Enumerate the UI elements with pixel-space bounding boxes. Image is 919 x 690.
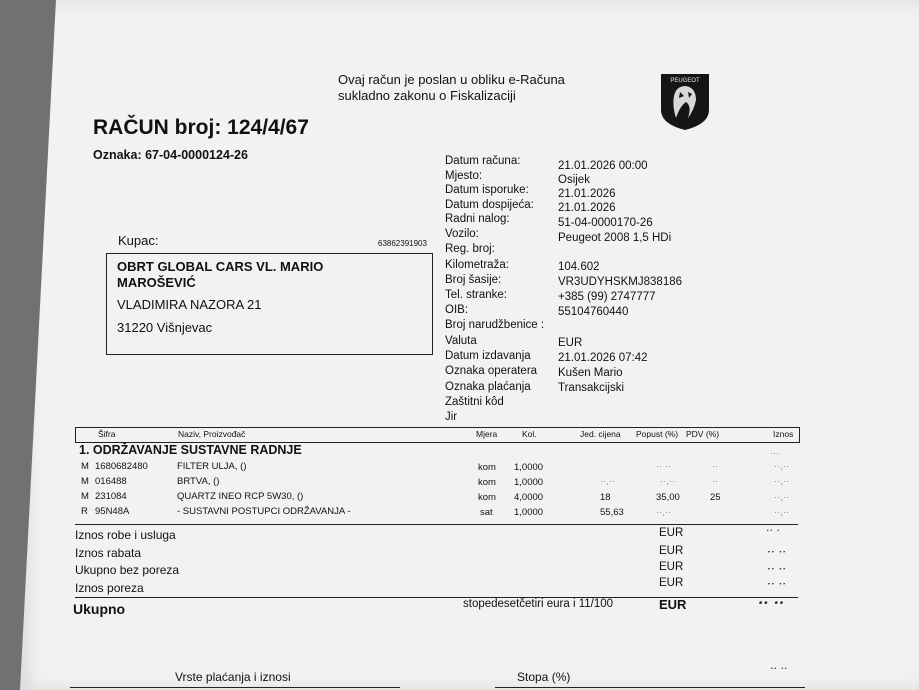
total-label: Ukupno — [73, 601, 126, 617]
total-in-words: stopedesetčetiri eura i 11/100 — [463, 598, 614, 610]
handwritten-amount: ·· ·· — [770, 662, 788, 675]
meta-value: Osijek — [558, 174, 590, 186]
meta-value: 21.01.2026 — [558, 202, 616, 214]
row-unit: kom — [478, 477, 496, 488]
row-qty: 1,0000 — [514, 507, 544, 518]
notice-line-2: sukladno zakonu o Fiskalizaciji — [338, 88, 516, 104]
meta-label: Vozilo: — [445, 228, 479, 240]
buyer-oib: 63862391903 — [378, 239, 427, 248]
row-qty: 4,0000 — [514, 492, 544, 503]
meta-value: 55104760440 — [558, 306, 629, 318]
meta-label: Datum računa: — [445, 155, 521, 167]
buyer-street: VLADIMIRA NAZORA 21 — [117, 297, 262, 312]
row-code: 95N48A — [95, 506, 130, 517]
meta-value: VR3UDYHSKMJ838186 — [558, 276, 683, 288]
meta-value: 21.01.2026 — [558, 188, 616, 200]
row-pdv: 25 — [710, 492, 721, 503]
meta-value: 21.01.2026 00:00 — [558, 160, 648, 172]
col-header-pdv: PDV (%) — [686, 429, 720, 439]
total-currency: EUR — [659, 597, 687, 612]
summary-currency: EUR — [659, 527, 684, 539]
row-type: M — [81, 461, 89, 472]
meta-label: Oznaka plaćanja — [445, 381, 531, 393]
row-unit: kom — [478, 492, 496, 503]
meta-label: Valuta — [445, 335, 477, 347]
meta-value: +385 (99) 2747777 — [558, 291, 656, 303]
logo-text: PEUGEOT — [670, 78, 700, 84]
handwritten-total: ·· ·· — [758, 594, 785, 612]
meta-value: Kušen Mario — [558, 367, 623, 379]
row-type: M — [81, 491, 89, 502]
summary-label: Iznos robe i usluga — [75, 528, 176, 542]
meta-label: OIB: — [445, 304, 469, 316]
row-code: 016488 — [95, 476, 127, 487]
obscured-value: ··,·· — [660, 476, 676, 487]
col-header-sifra: Šifra — [98, 429, 116, 439]
meta-label: Zaštitni kôd — [445, 396, 504, 408]
meta-label: Datum dospijeća: — [445, 199, 534, 211]
col-header-naziv: Naziv, Proizvođač — [178, 429, 246, 439]
row-price: 18 — [600, 492, 611, 503]
col-header-cijena: Jed. cijena — [580, 429, 621, 439]
obscured-value: ··,·· — [774, 507, 790, 518]
summary-label: Iznos rabata — [75, 546, 142, 560]
notice-line-1: Ovaj račun je poslan u obliku e-Računa — [338, 72, 565, 87]
buyer-name-line-2: MAROŠEVIĆ — [117, 275, 196, 291]
handwritten-amount: ·· ·· — [767, 577, 787, 591]
rate-label: Stopa (%) — [517, 670, 571, 684]
row-code: 231084 — [95, 491, 127, 502]
col-header-mjera: Mjera — [476, 429, 498, 439]
summary-label: Iznos poreza — [75, 581, 144, 595]
row-name: QUARTZ INEO RCP 5W30, () — [177, 491, 304, 502]
meta-value: Peugeot 2008 1,5 HDi — [558, 232, 672, 244]
summary-currency: EUR — [659, 545, 684, 557]
row-name: FILTER ULJA, () — [177, 461, 247, 472]
row-unit: sat — [480, 507, 493, 518]
peugeot-logo-icon — [658, 72, 712, 132]
obscured-value: ··· — [770, 448, 780, 459]
divider — [75, 524, 798, 525]
e-invoice-notice — [338, 72, 565, 105]
row-code: 1680682480 — [95, 461, 148, 472]
row-name: BRTVA, () — [177, 476, 220, 487]
meta-label: Broj narudžbenice : — [445, 319, 545, 331]
row-unit: kom — [478, 462, 496, 473]
meta-label: Tel. stranke: — [445, 289, 507, 301]
col-header-kol: Kol. — [522, 429, 537, 439]
buyer-city: 31220 Višnjevac — [117, 320, 213, 335]
divider — [70, 687, 400, 688]
meta-label: Datum isporuke: — [445, 184, 529, 196]
meta-label: Jir — [445, 411, 458, 423]
col-header-iznos: Iznos — [773, 429, 794, 439]
buyer-name — [117, 259, 323, 292]
row-discount: 35,00 — [656, 492, 680, 503]
summary-currency: EUR — [659, 561, 684, 573]
meta-value: EUR — [558, 337, 583, 349]
meta-value: 21.01.2026 07:42 — [558, 352, 648, 364]
meta-value: 51-04-0000170-26 — [558, 217, 653, 229]
meta-label: Reg. broj: — [445, 243, 495, 255]
obscured-value: ··,·· — [600, 476, 616, 487]
obscured-value: ··,·· — [774, 461, 790, 472]
divider — [75, 597, 798, 598]
handwritten-amount: ·· · — [766, 524, 780, 537]
handwritten-amount: ·· ·· — [767, 545, 787, 559]
meta-label: Datum izdavanja — [445, 350, 531, 362]
invoice-designation: Oznaka: 67-04-0000124-26 — [93, 148, 248, 162]
col-header-popust: Popust (%) — [636, 429, 679, 439]
section-title: 1. ODRŽAVANJE SUSTAVNE RADNJE — [79, 443, 302, 457]
row-price: 55,63 — [600, 507, 624, 518]
row-type: R — [81, 506, 88, 517]
obscured-value: ·· — [712, 461, 719, 472]
row-qty: 1,0000 — [514, 477, 544, 488]
row-type: M — [81, 476, 89, 487]
row-qty: 1,0000 — [514, 462, 544, 473]
obscured-value: ·· ·· — [656, 461, 672, 472]
buyer-name-line-1: OBRT GLOBAL CARS VL. MARIO — [117, 259, 324, 274]
obscured-value: ··,·· — [656, 507, 672, 518]
meta-label: Mjesto: — [445, 170, 483, 182]
meta-label: Kilometraža: — [445, 259, 509, 271]
payments-label: Vrste plaćanja i iznosi — [175, 670, 291, 684]
meta-label: Radni nalog: — [445, 213, 510, 225]
row-name: - SUSTAVNI POSTUPCI ODRŽAVANJA - — [177, 506, 351, 517]
summary-label: Ukupno bez poreza — [75, 563, 180, 577]
handwritten-amount: ·· ·· — [767, 562, 787, 576]
buyer-label: Kupac: — [118, 233, 159, 248]
invoice-title: RAČUN broj: 124/4/67 — [93, 116, 309, 139]
divider — [495, 687, 805, 688]
meta-label: Oznaka operatera — [445, 365, 538, 377]
obscured-value: ··,·· — [774, 492, 790, 503]
obscured-value: ·· — [712, 476, 719, 487]
obscured-value: ··,·· — [774, 476, 790, 487]
summary-currency: EUR — [659, 577, 684, 589]
meta-label: Broj šasije: — [445, 274, 502, 286]
meta-value: Transakcijski — [558, 382, 625, 394]
meta-value: 104.602 — [558, 261, 600, 273]
